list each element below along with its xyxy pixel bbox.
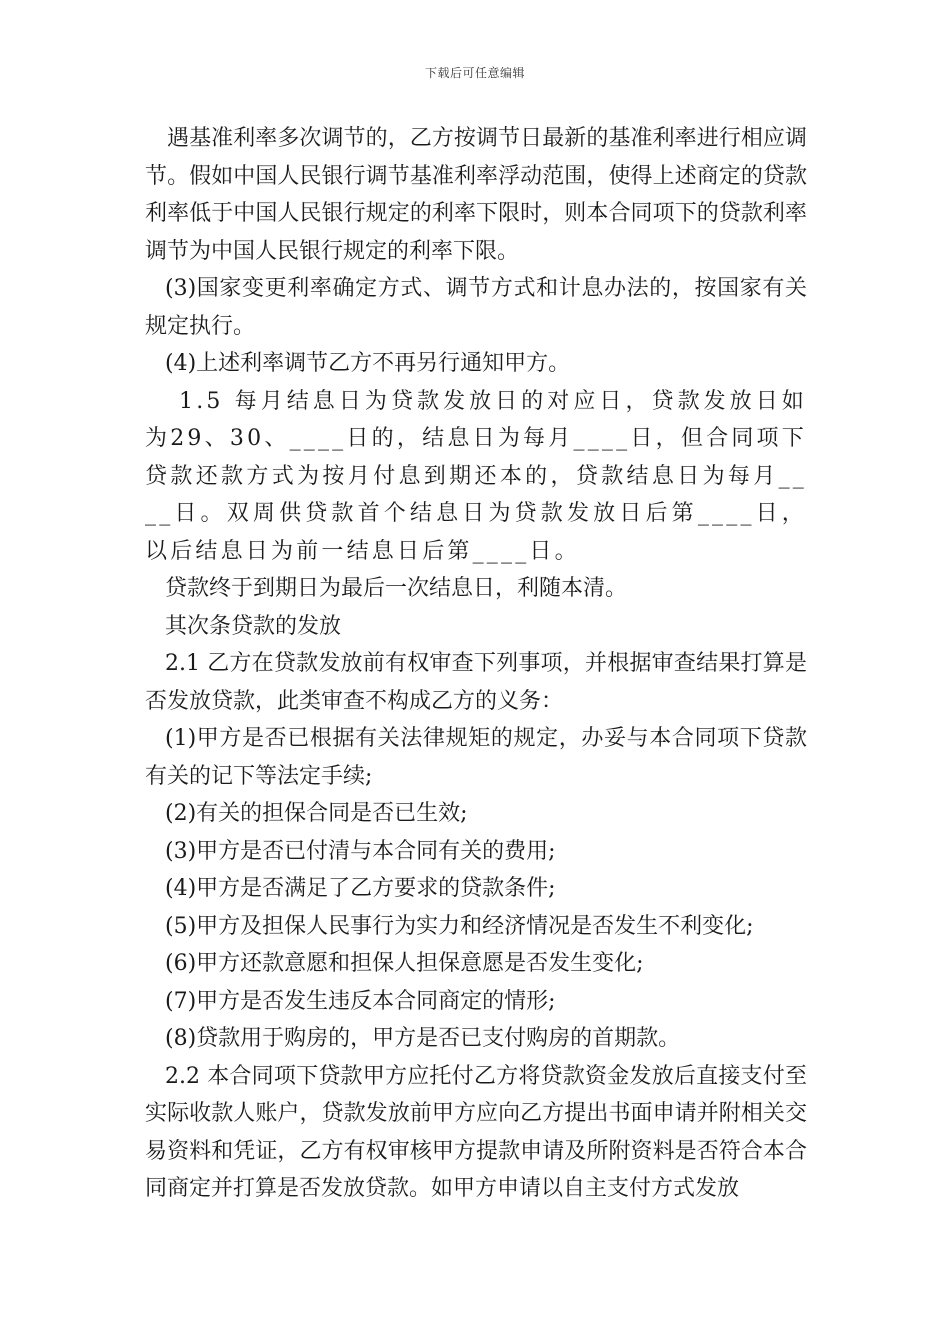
document-body bbox=[145, 120, 807, 1208]
list-item-7: (7)甲方是否发生违反本合同商定的情形; bbox=[165, 988, 556, 1014]
list-item-3: (3)甲方是否已付清与本合同有关的费用; bbox=[165, 838, 556, 864]
paragraph-clause-1-5: 1.5 每月结息日为贷款发放日的对应日，贷款发放日如为29、30、____日的，结息日为每月____日，但合同项下贷款还款方式为按月付息到期还本的，贷款结息日为每月____日。双周供贷款首个结息日为贷款发放日后第____日，以后结息日为前一结息日后第____日。 bbox=[145, 388, 807, 564]
list-item-8: (8)贷款用于购房的，甲方是否已支付购房的首期款。 bbox=[165, 1026, 681, 1051]
paragraph-item-4-no-notice: (4)上述利率调节乙方不再另行通知甲方。 bbox=[165, 351, 571, 376]
page-header-note: 下载后可任意编辑 bbox=[424, 66, 525, 80]
list-item-2: (2)有关的担保合同是否已生效; bbox=[165, 801, 468, 826]
paragraph-rate-adjustment: 遇基准利率多次调节的，乙方按调节日最新的基准利率进行相应调节。假如中国人民银行调节基准利率浮动范围，使得上述商定的贷款利率低于中国人民银行规定的利率下限时，则本合同项下的贷款利率调节为中国人民银行规定的利率下限。 bbox=[145, 126, 807, 264]
section-heading-loan-issuance: 其次条贷款的发放 bbox=[165, 613, 342, 639]
paragraph-item-3-national-change: (3)国家变更利率确定方式、调节方式和计息办法的，按国家有关规定执行。 bbox=[145, 276, 807, 339]
paragraph-final-settlement: 贷款终于到期日为最后一次结息日，利随本清。 bbox=[165, 576, 628, 601]
list-item-6: (6)甲方还款意愿和担保人担保意愿是否发生变化; bbox=[165, 951, 644, 976]
list-item-4: (4)甲方是否满足了乙方要求的贷款条件; bbox=[165, 876, 556, 901]
list-item-5: (5)甲方及担保人民事行为实力和经济情况是否发生不利变化; bbox=[165, 913, 754, 939]
paragraph-clause-2-2: 2.2 本合同项下贷款甲方应托付乙方将贷款资金发放后直接支付至实际收款人账户，贷款发放前甲方应向乙方提出书面申请并附相关交易资料和凭证，乙方有权审核甲方提款申请及所附资料是否符合本合同商定并打算是否发放贷款。如甲方申请以自主支付方式发放 bbox=[145, 1063, 807, 1201]
list-item-1: (1)甲方是否已根据有关法律规矩的规定，办妥与本合同项下贷款有关的记下等法定手续; bbox=[145, 726, 807, 789]
paragraph-clause-2-1: 2.1 乙方在贷款发放前有权审查下列事项，并根据审查结果打算是否发放贷款，此类审查不构成乙方的义务： bbox=[145, 651, 807, 714]
